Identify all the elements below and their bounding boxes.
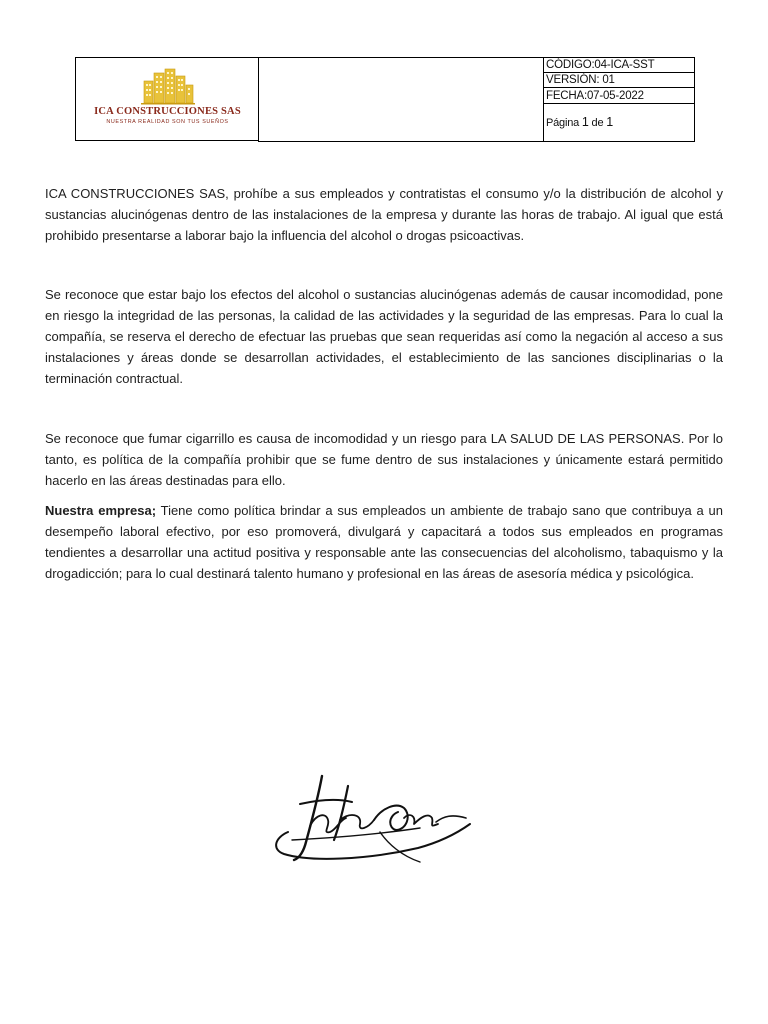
fecha-field: FECHA:07-05-2022 bbox=[543, 88, 694, 104]
page-of: de bbox=[591, 117, 604, 129]
header-title-cell bbox=[258, 57, 544, 142]
version-field: VERSIÓN: 01 bbox=[543, 73, 694, 88]
paragraph-lead: Nuestra empresa; bbox=[45, 503, 157, 518]
document-control-box bbox=[543, 57, 695, 142]
document-header bbox=[75, 57, 695, 141]
paragraph-company-commitment bbox=[45, 500, 723, 584]
codigo-field: CÓDIGO:04-ICA-SST bbox=[543, 58, 694, 73]
company-slogan: NUESTRA REALIDAD SON TUS SUEÑOS bbox=[106, 119, 229, 125]
page-total: 1 bbox=[606, 115, 614, 129]
paragraph-smoking-policy: Se reconoce que fumar cigarrillo es causa de incomodidad y un riesgo para LA SALUD DE LAS PERSONAS. Por lo tanto, es política de la compañía prohibir que se fume dentro de sus instalaciones y únicamente estará permitido hacerlo en las áreas destinadas para ello. bbox=[45, 431, 723, 488]
page-label: Página bbox=[546, 117, 580, 129]
page-current: 1 bbox=[581, 115, 589, 129]
company-logo bbox=[76, 57, 259, 140]
logo-cell bbox=[75, 57, 259, 141]
building-towers-icon bbox=[141, 67, 195, 105]
company-name: ICA CONSTRUCCIONES SAS bbox=[94, 106, 241, 117]
paragraph-alcohol-prohibition: ICA CONSTRUCCIONES SAS, prohíbe a sus empleados y contratistas el consumo y/o la distribución de alcohol y sustancias alucinógenas dentro de las instalaciones de la empresa y durante las horas de trabajo. Al igual que está prohibido presentarse a laborar bajo la influencia del alcohol o drogas psicoactivas. bbox=[45, 186, 723, 243]
handwritten-signature bbox=[270, 768, 485, 878]
paragraph-effects-and-sanctions: Se reconoce que estar bajo los efectos del alcohol o sustancias alucinógenas además de causar incomodidad, pone en riesgo la integridad de las personas, la calidad de las actividades y la seguridad de las empresas. Para lo cual la compañía, se reserva el derecho de efectuar las pruebas que sean requeridas así como la negación al acceso a sus instalaciones y áreas donde se desarrollan actividades, el establecimiento de las sanciones disciplinarias o la terminación contractual. bbox=[45, 287, 723, 386]
paragraph-commitment-text: Tiene como política brindar a sus empleados un ambiente de trabajo sano que contribuya a un desempeño laboral efectivo, por eso promoverá, divulgará y capacitará a todos sus empleados en programas tendientes a desarrollar una actitud positiva y responsable ante las consecuencias del alcoholismo, tabaquismo y la drogadicción; para lo cual destinará talento humano y profesional en las áreas de asesoría médica y psicológica. bbox=[45, 503, 723, 581]
page-number-field bbox=[543, 104, 694, 141]
